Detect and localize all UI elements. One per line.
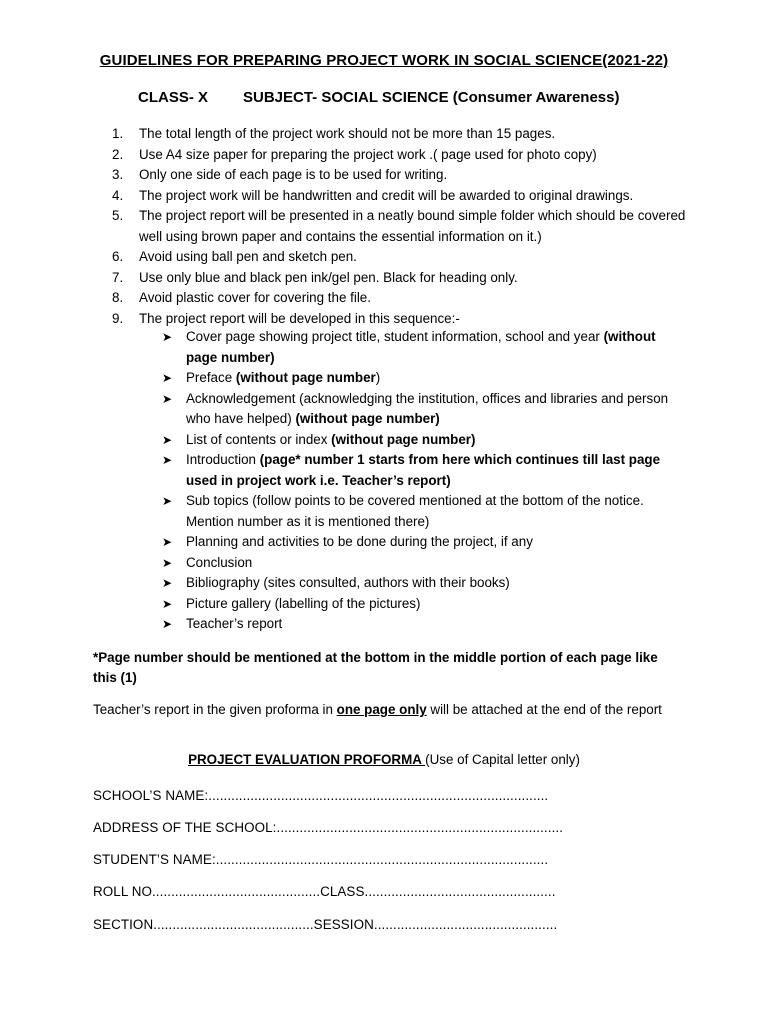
sequence-item: ➤ Cover page showing project title, student information, school and year (without page number) [162,329,656,365]
arrow-bullet-icon: ➤ [162,494,173,508]
guideline-item: 9. The project report will be developed in this sequence:- [112,310,460,326]
sequence-item: ➤ Sub topics (follow points to be covered mentioned at the bottom of the notice. Mention number as it is mentioned there) [162,493,644,529]
sequence-list [162,327,682,635]
sequence-item: ➤ Preface (without page number) [162,368,682,389]
arrow-bullet-icon: ➤ [162,617,173,631]
one-page-only-emphasis: one page only [336,702,427,717]
school-name-field: SCHOOL’S NAME:......................................................................................... [93,788,549,803]
arrow-bullet-icon: ➤ [162,576,173,590]
sequence-item: ➤ Picture gallery (labelling of the pictures) [162,594,682,615]
class-label: CLASS- X [138,89,209,106]
proforma-note: (Use of Capital letter only) [425,752,580,767]
arrow-bullet-icon: ➤ [162,453,173,467]
arrow-bullet-icon: ➤ [162,535,173,549]
sequence-item: ➤ Acknowledgement (acknowledging the institution, offices and libraries and person who have helped) (without page number) [162,390,669,426]
guideline-item: 5. The project report will be presented in a neatly bound simple folder which should be covered well using brown paper and contains the essential information on it.) [112,208,686,244]
guideline-item: 1. The total length of the project work should not be more than 15 pages. [112,126,556,141]
guideline-item: 3. Only one side of each page is to be used for writing. [112,167,448,182]
school-address-field: ADDRESS OF THE SCHOOL:........................................................................... [93,820,564,835]
arrow-bullet-icon: ➤ [162,596,173,611]
guideline-item: 4. The project work will be handwritten and credit will be awarded to original drawings. [112,187,634,203]
subject-label: SUBJECT- SOCIAL SCIENCE (Consumer Awareness) [243,89,620,106]
arrow-bullet-icon: ➤ [162,555,173,570]
sequence-item: ➤ List of contents or index (without page number) [162,430,682,451]
sequence-item: ➤ Conclusion [162,553,682,574]
sequence-item: ➤ Bibliography (sites consulted, authors with their books) [162,573,682,594]
guideline-item: 8. Avoid plastic cover for covering the file. [112,290,371,305]
sequence-item: ➤ Planning and activities to be done during the project, if any [162,532,682,553]
arrow-bullet-icon: ➤ [162,432,173,447]
proforma-title: PROJECT EVALUATION PROFORMA [188,752,426,767]
sequence-item: ➤ Introduction (page* number 1 starts from here which continues till last page used in project work i.e. Teacher’s report) [162,452,661,488]
sequence-item: ➤ Teacher’s report [162,614,682,635]
proforma-heading [0,752,768,767]
arrow-bullet-icon: ➤ [162,371,173,385]
teacher-report-note: Teacher’s report in the given proforma in one page only will be attached at the end of the report [93,702,662,717]
arrow-bullet-icon: ➤ [162,391,173,406]
guideline-item: 6. Avoid using ball pen and sketch pen. [112,249,357,264]
guideline-item: 7. Use only blue and black pen ink/gel pen. Black for heading only. [112,269,518,285]
guidelines-list [112,124,692,329]
page-title: GUIDELINES FOR PREPARING PROJECT WORK IN SOCIAL SCIENCE(2021-22) [99,52,669,69]
guideline-item: 2. Use A4 size paper for preparing the project work .( page used for photo copy) [112,146,597,162]
page-number-note: *Page number should be mentioned at the bottom in the middle portion of each page like this (1) [93,650,658,685]
section-session-field: SECTION..........................................SESSION................................................ [93,917,558,932]
roll-class-field: ROLL NO............................................CLASS.................................................. [93,884,556,899]
student-name-field: STUDENT’S NAME:....................................................................................... [93,852,549,867]
arrow-bullet-icon: ➤ [162,330,173,344]
class-subject-line [138,89,620,106]
